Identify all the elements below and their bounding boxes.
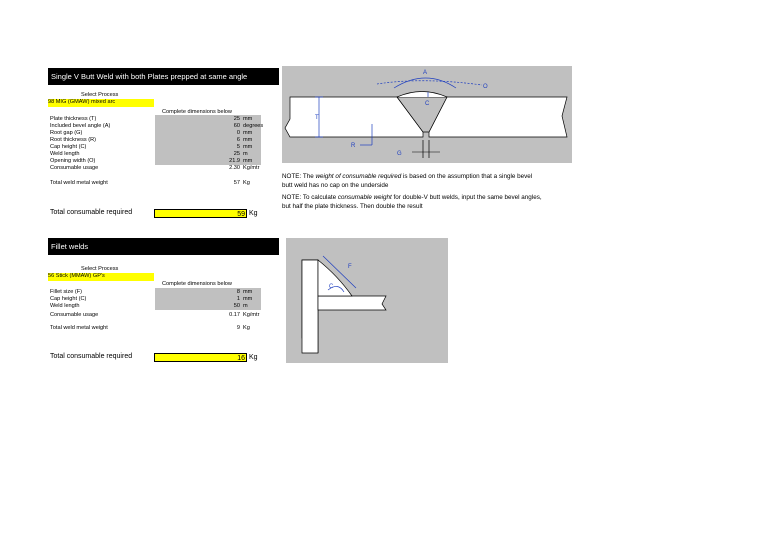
row-unit: degrees [243,123,264,129]
note1-suffix: is based on the assumption that a single bevel [401,173,533,180]
row-label: Opening width (O) [50,158,96,164]
butt-row-cap-height[interactable] [50,144,270,151]
fillet-complete-note: Complete dimensions below [162,281,232,287]
row-unit: m [243,151,248,157]
horizontal-plate [318,296,386,310]
fillet-process-select[interactable]: 56 Stick (MMAW) GP's [48,273,154,281]
butt-select-process-label: Select Process [81,92,119,98]
butt-row-bevel-angle[interactable] [50,123,270,130]
butt-total-weld-row [50,180,270,187]
row-label: Included bevel angle (A) [50,123,111,129]
row-value[interactable]: 0 [236,130,240,136]
row-label: Cap height (C) [50,144,87,150]
row-unit: mm [243,130,253,136]
fillet-total-weld-row [50,325,270,332]
butt-process-select[interactable]: 98 MIG (GMAW) mixed arc [48,99,154,107]
butt-total-consumable-value: 59 [154,209,247,218]
row-value[interactable]: 25 [233,151,240,157]
butt-weld-title: Single V Butt Weld with both Plates prepped at same angle [51,72,248,81]
butt-row-consumable-usage [50,165,270,172]
note2-line2: but half the plate thickness. Then double the result [282,203,423,210]
row-value[interactable]: 60 [233,123,240,129]
row-label: Fillet size (F) [50,289,83,295]
row-value: 2.30 [229,165,240,171]
row-value: 0.17 [229,312,240,318]
label-t: T [315,115,319,121]
note2-suffix: for double-V butt welds, input the same bevel angles, [391,194,542,201]
note1-line2: butt weld has no cap on the underside [282,182,389,189]
fillet-weld-diagram [286,238,448,363]
note2-emphasis: consumable weight [337,194,392,201]
row-label: Root thickness (R) [50,137,97,143]
fillet-header [48,238,279,255]
butt-row-root-gap[interactable] [50,130,270,137]
note1-emphasis: weight of consumable required [315,173,402,180]
row-value[interactable]: 5 [236,144,240,150]
butt-weld-diagram [282,66,572,163]
butt-total-consumable-label: Total consumable required [50,209,133,216]
label-c: C [425,101,430,107]
label-o: O [483,84,488,90]
note2-prefix: NOTE: To calculate [282,194,338,201]
butt-weld-header [48,68,279,85]
row-value[interactable]: 1 [236,296,240,302]
total-weld-label: Total weld metal weight [50,180,108,186]
label-g: G [397,151,402,157]
row-value[interactable]: 25 [233,116,240,122]
label-a: A [423,70,428,76]
row-unit: mm [243,144,253,150]
label-r: R [351,143,356,149]
row-value: 21.9 [229,158,240,164]
row-value[interactable]: 6 [236,137,240,143]
butt-row-weld-length[interactable] [50,151,270,158]
total-weld-label: Total weld metal weight [50,325,108,331]
row-unit: mm [243,116,253,122]
row-value[interactable]: 8 [236,289,240,295]
butt-row-root-thickness[interactable] [50,137,270,144]
row-label: Consumable usage [50,312,99,318]
butt-complete-note: Complete dimensions below [162,109,232,115]
row-unit: mm [243,137,253,143]
row-value[interactable]: 50 [233,303,240,309]
butt-row-opening-width [50,158,270,165]
row-unit: Kg/mtr [243,312,260,318]
fillet-row-size[interactable] [50,289,270,296]
fillet-row-cap-height[interactable] [50,296,270,303]
right-plate [429,97,567,137]
fillet-row-consumable-usage [50,312,270,319]
row-unit: mm [243,158,253,164]
total-weld-unit: Kg [243,325,250,331]
note1-prefix: NOTE: The [282,173,316,180]
row-label: Plate thickness (T) [50,116,97,122]
total-weld-value: 57 [233,180,240,186]
fillet-select-process-label: Select Process [81,266,119,272]
row-label: Root gap (G) [50,130,83,136]
row-label: Weld length [50,303,80,309]
fillet-total-consumable-unit: Kg [249,354,258,361]
fillet-total-consumable-label: Total consumable required [50,353,133,360]
row-unit: mm [243,289,253,295]
butt-row-plate-thickness[interactable] [50,116,270,123]
row-unit: mm [243,296,253,302]
total-weld-unit: Kg [243,180,250,186]
vertical-plate-outline [302,260,318,353]
total-weld-value: 9 [236,325,240,331]
row-unit: Kg/mtr [243,165,260,171]
fillet-title: Fillet welds [51,242,89,251]
butt-total-consumable-unit: Kg [249,210,258,217]
row-unit: m [243,303,248,309]
label-c: C [329,284,334,290]
butt-note-2 [282,193,542,211]
label-f: F [348,264,352,270]
butt-note-1 [282,172,532,190]
fillet-row-weld-length[interactable] [50,303,270,310]
row-label: Cap height (C) [50,296,87,302]
fillet-total-consumable-value: 16 [154,353,247,362]
row-label: Weld length [50,151,80,157]
row-label: Consumable usage [50,165,99,171]
